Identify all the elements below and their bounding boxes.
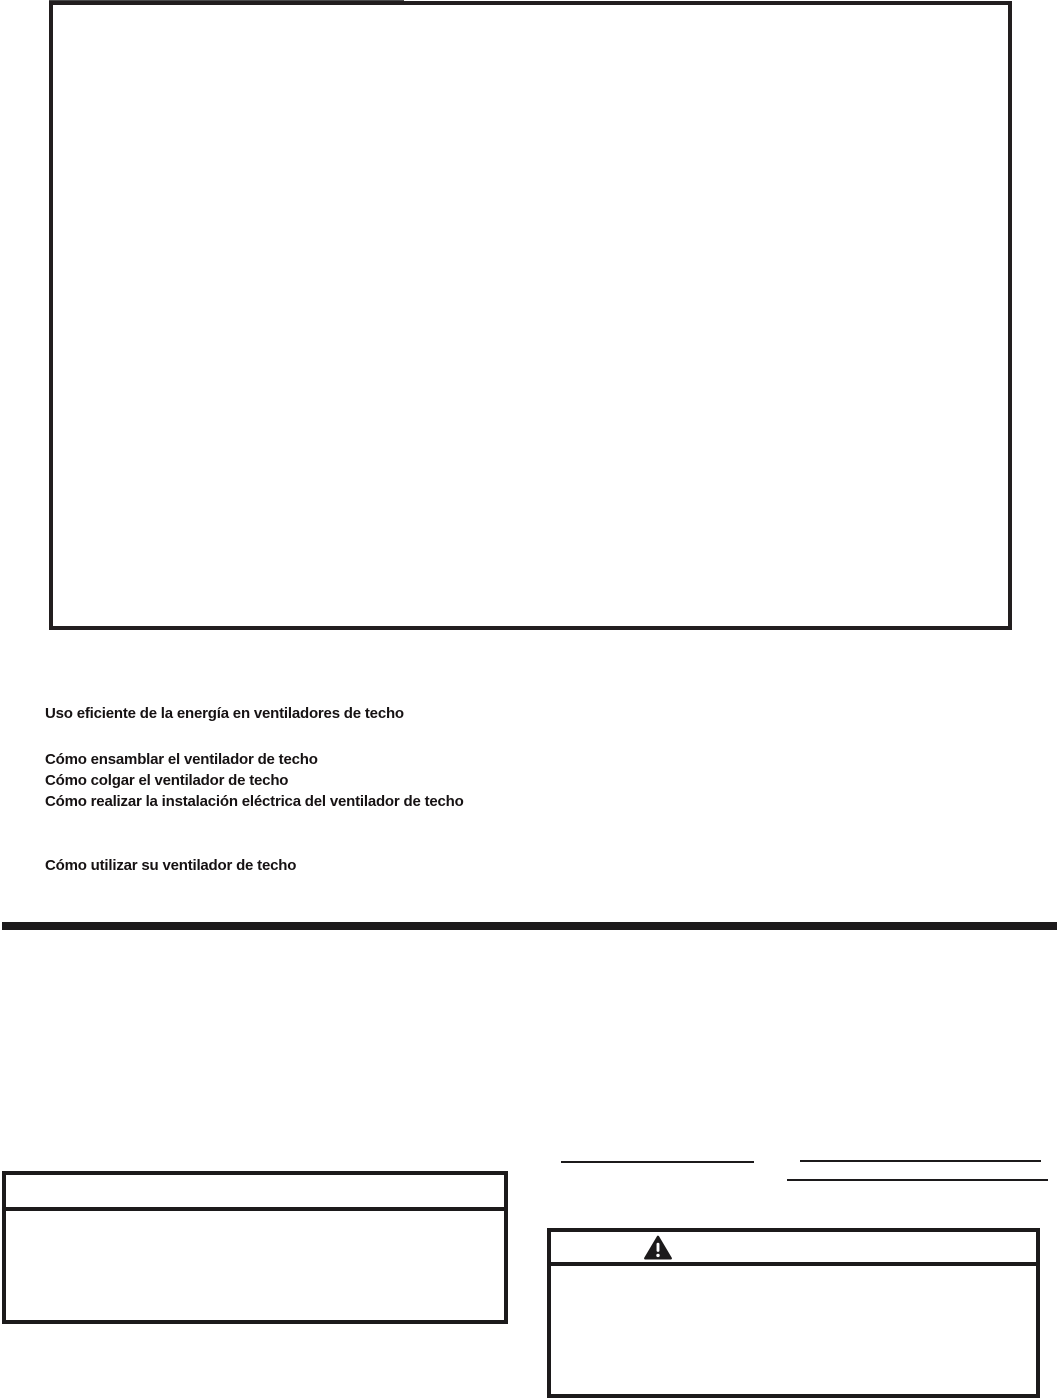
blank-fill-line	[787, 1179, 1048, 1181]
toc-entry: Uso eficiente de la energía en ventiladores de techo	[45, 705, 404, 722]
table-body	[6, 1211, 504, 1324]
warning-box	[547, 1228, 1040, 1398]
blank-fill-line	[800, 1160, 1041, 1162]
section-divider-rule	[2, 922, 1057, 930]
toc-entry: Cómo colgar el ventilador de techo	[45, 772, 289, 789]
toc-entry: Cómo realizar la instalación eléctrica del ventilador de techo	[45, 793, 464, 810]
table-header-row	[6, 1175, 504, 1211]
warning-body	[551, 1266, 1036, 1394]
warning-triangle-icon	[643, 1235, 673, 1260]
empty-table-box	[2, 1171, 508, 1324]
toc-entry: Cómo ensamblar el ventilador de techo	[45, 751, 318, 768]
blank-fill-line	[561, 1161, 754, 1163]
warning-header-row	[551, 1232, 1036, 1266]
figure-placeholder-box	[49, 1, 1012, 630]
toc-entry: Cómo utilizar su ventilador de techo	[45, 857, 297, 874]
